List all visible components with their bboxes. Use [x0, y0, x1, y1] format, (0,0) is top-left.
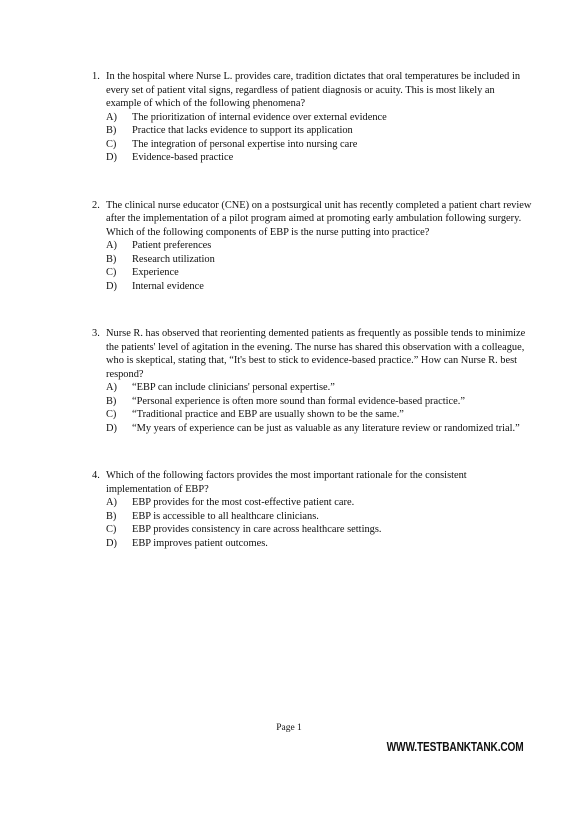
option-letter: D) — [106, 422, 117, 434]
question-2 — [92, 199, 532, 294]
question-4 — [92, 469, 532, 550]
option-c — [106, 266, 532, 280]
option-text: “Personal experience is often more sound than formal evidence-based practice.” — [132, 395, 465, 407]
watermark-text: WWW.TESTBANKTANK.COM — [387, 739, 524, 754]
question-number: 4. — [92, 470, 100, 481]
question-stem: Which of the following factors provides the most important rationale for the consistent implementation of EBP? — [106, 470, 467, 495]
option-letter: C) — [106, 524, 117, 535]
option-b — [106, 253, 532, 267]
question-1 — [92, 70, 532, 165]
question-stem: In the hospital where Nurse L. provides care, tradition dictates that oral temperatures be included in every set of patient vital signs, regardless of patient diagnosis or acuity. This is most likely an example of which of the following phenomena? — [106, 71, 521, 109]
option-text: “Traditional practice and EBP are usually shown to be the same.” — [132, 409, 404, 420]
option-letter: B) — [106, 253, 117, 265]
option-list — [92, 239, 532, 293]
option-a — [106, 496, 532, 510]
option-text: Internal evidence — [132, 280, 204, 292]
option-letter: B) — [106, 125, 117, 136]
option-a — [106, 239, 532, 253]
option-d — [106, 422, 532, 436]
option-text: EBP improves patient outcomes. — [132, 537, 268, 549]
question-stem: The clinical nurse educator (CNE) on a postsurgical unit has recently completed a patient chart review after the implementation of a pilot program aimed at promoting early ambulation following surgery. Which of the following components of EBP is the nurse putting into practice? — [106, 199, 532, 238]
option-letter: A) — [106, 497, 117, 508]
option-text: EBP provides consistency in care across healthcare settings. — [132, 524, 382, 535]
option-list — [92, 111, 532, 165]
question-3 — [92, 327, 532, 435]
option-text: Research utilization — [132, 253, 215, 265]
question-stem: Nurse R. has observed that reorienting demented patients as frequently as possible tends to minimize the patients' level of agitation in the evening. The nurse has shared this observation with a colleague, who is skeptical, stating that, “It's best to stick to evidence-based practice.” How can Nurse R. best respond? — [106, 328, 526, 380]
option-letter: A) — [106, 382, 117, 393]
option-a — [106, 381, 532, 395]
question-list — [92, 70, 532, 584]
option-text: Practice that lacks evidence to support its application — [132, 125, 353, 136]
option-b — [106, 510, 532, 524]
question-number: 2. — [92, 199, 100, 211]
option-a — [106, 111, 532, 125]
option-text: “My years of experience can be just as valuable as any literature review or randomized trial.” — [132, 422, 520, 434]
option-text: “EBP can include clinicians' personal expertise.” — [132, 382, 335, 393]
option-text: Evidence-based practice — [132, 152, 234, 163]
page-number: Page 1 — [276, 723, 302, 733]
option-c — [106, 138, 532, 152]
option-text: EBP is accessible to all healthcare clinicians. — [132, 510, 319, 522]
option-b — [106, 124, 532, 138]
option-text: The prioritization of internal evidence over external evidence — [132, 111, 387, 123]
question-number: 1. — [92, 71, 100, 82]
option-text: Patient preferences — [132, 240, 212, 251]
option-d — [106, 537, 532, 551]
option-letter: A) — [106, 111, 117, 123]
option-b — [106, 395, 532, 409]
option-list — [92, 381, 532, 435]
option-d — [106, 280, 532, 294]
option-text: Experience — [132, 267, 179, 278]
option-letter: A) — [106, 240, 117, 251]
option-list — [92, 496, 532, 550]
option-letter: D) — [106, 280, 117, 292]
option-text: The integration of personal expertise into nursing care — [132, 138, 358, 150]
option-letter: B) — [106, 510, 117, 522]
option-letter: C) — [106, 267, 117, 278]
option-text: EBP provides for the most cost-effective patient care. — [132, 497, 355, 508]
option-letter: D) — [106, 537, 117, 549]
option-letter: C) — [106, 409, 117, 420]
option-c — [106, 523, 532, 537]
option-letter: B) — [106, 395, 117, 407]
option-letter: C) — [106, 138, 117, 150]
option-c — [106, 408, 532, 422]
option-d — [106, 151, 532, 165]
option-letter: D) — [106, 152, 117, 163]
question-number: 3. — [92, 328, 100, 339]
